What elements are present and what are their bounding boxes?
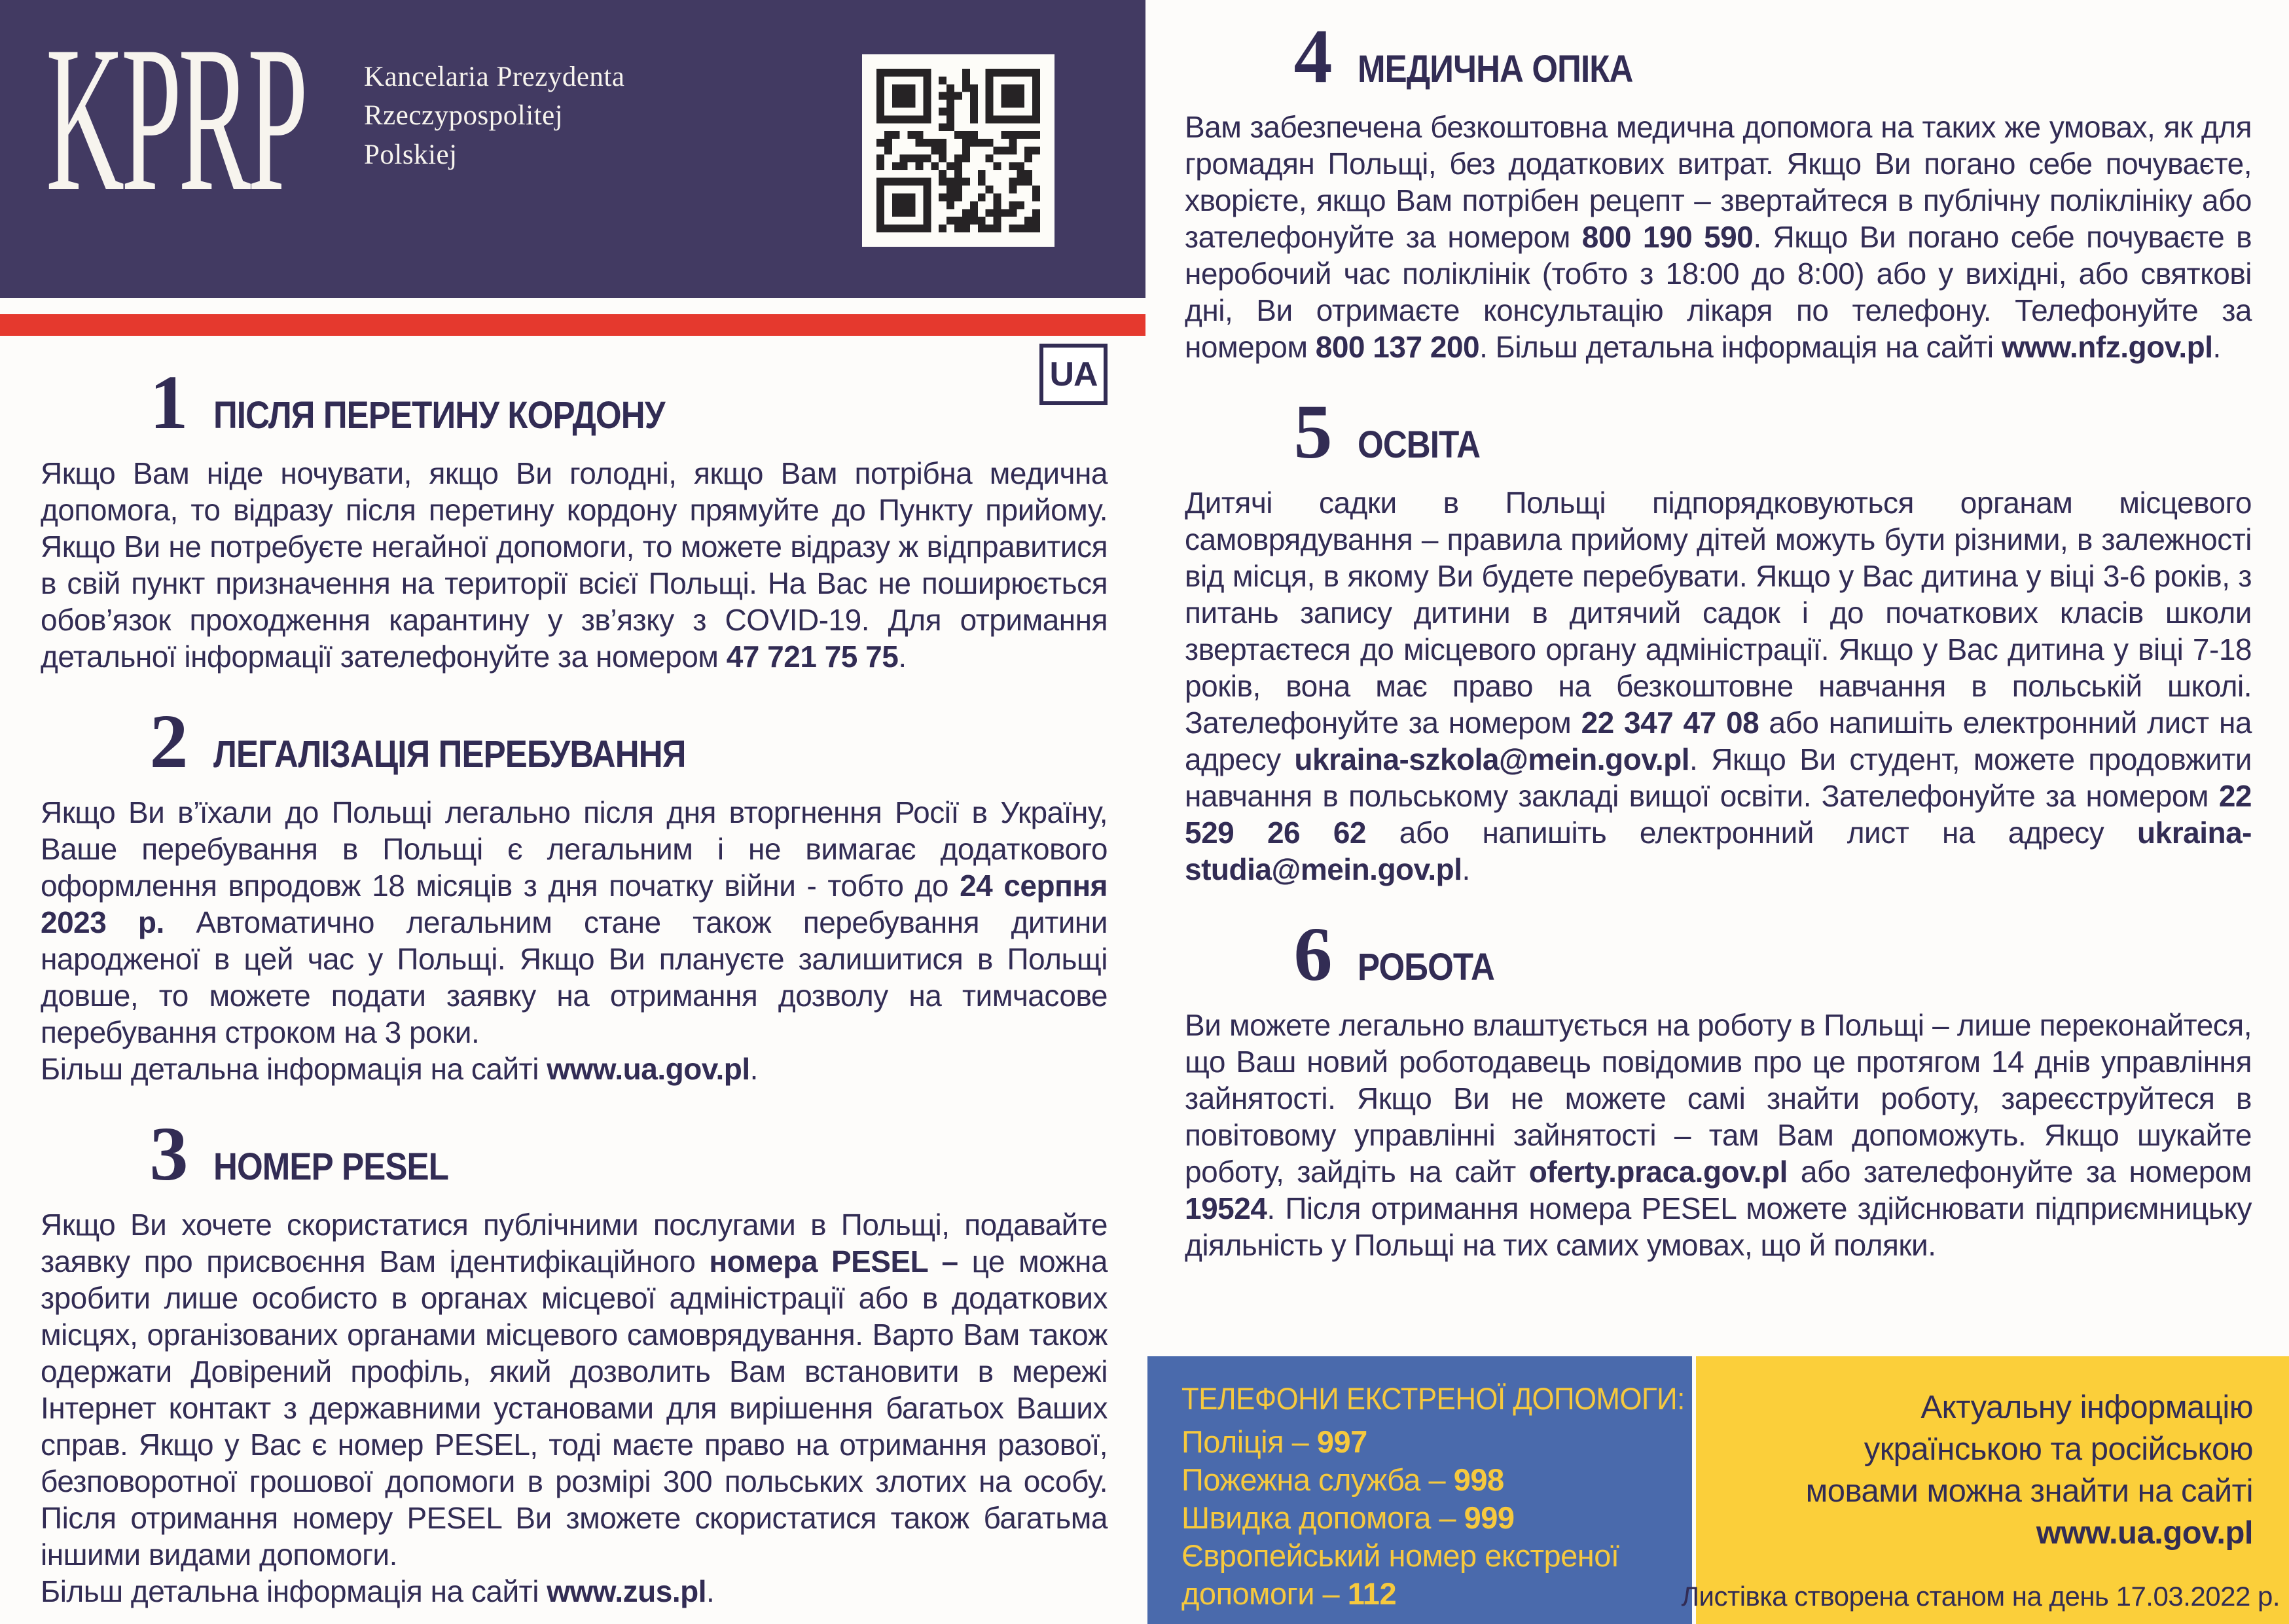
emergency-number: 999 (1464, 1500, 1515, 1535)
footnote: Листівка створена станом на день 17.03.2022 р. (1681, 1581, 2280, 1612)
emergency-item-police (1181, 1423, 1674, 1461)
section-education (1185, 389, 2252, 888)
section-paragraph: Вам забезпечена безкоштовна медична допомога на таких же умовах, як для громадян Польщі, без додаткових витрат. Якщо Ви погано себе почуваєте, хворієте, якщо Вам потрібен рецепт – звертайтеся в публічну поліклініку або зателефонуйте за номером 800 190 590. Якщо Ви погано себе почуваєте в неробочий час поліклінік (тобто з 18:00 до 8:00) або у вихідні, або святкові дні, Ви отримаєте консультацію лікаря по телефону. Телефонуйте за номером 800 137 200. Більш детальна інформація на сайті www.nfz.gov.pl. (1185, 110, 2252, 365)
section-4-header (1185, 13, 2252, 99)
section-pesel (41, 1111, 1108, 1610)
section-title: ОСВІТА (1358, 424, 1481, 467)
header-band (0, 0, 1145, 298)
section-3-header (41, 1111, 1108, 1197)
section-title: МЕДИЧНА ОПІКА (1358, 48, 1633, 90)
info-site-url: www.ua.gov.pl (2036, 1515, 2253, 1551)
org-line: Rzeczypospolitej (364, 100, 564, 132)
section-work (1185, 911, 2252, 1263)
bottom-boxes (1147, 1356, 2289, 1624)
ua-language-badge (1039, 344, 1108, 405)
section-number: 4 (1293, 13, 1333, 99)
ua-badge-label: UA (1049, 355, 1098, 393)
emergency-item-european (1181, 1537, 1674, 1613)
section-legalization (41, 698, 1108, 1087)
org-line: Kancelaria Prezydenta (364, 62, 625, 92)
section-title: НОМЕР PESEL (213, 1146, 449, 1189)
section-1-header (41, 355, 1108, 445)
section-5-header (1185, 389, 2252, 475)
emergency-label: Європейський номер екстреної допомоги – (1181, 1538, 1619, 1611)
section-more-info-line: Більш детальна інформація на сайті www.zus.pl. (41, 1574, 715, 1609)
emergency-number: 112 (1347, 1576, 1397, 1611)
org-name (364, 58, 624, 174)
info-box (1681, 1356, 2289, 1624)
white-stripe (0, 298, 1145, 314)
red-stripe (0, 314, 1145, 336)
section-number: 6 (1293, 911, 1333, 998)
info-line: українською та російською (1864, 1432, 2253, 1467)
kprp-logo: KPRP (46, 3, 305, 235)
qr-code (862, 54, 1054, 247)
section-border-crossing (41, 355, 1108, 675)
emergency-item-fire (1181, 1461, 1674, 1499)
section-paragraph: Дитячі садки в Польщі підпорядковуються органам місцевого самоврядування – правила прийому дітей можуть бути різними, в залежності від місця, в якому Ви будете перебувати. Якщо у Вас дитина у віці 3-6 років, з питань запису дитини в дитячий садок і до початкових класів школи звертаєтеся до місцевого органу адміністрації. Якщо у Вас дитина у віці 7-18 років, вона має право на безкоштовне навчання в польській школі. Зателефонуйте за номером 22 347 47 08 або напишіть електронний лист на адресу ukraina-szkola@mein.gov.pl. Якщо Ви студент, можете продовжити навчання в польському закладі вищої освіти. Зателефонуйте за номером 22 529 26 62 або напишіть електронний лист на адресу ukraina-studia@mein.gov.pl. (1185, 486, 2252, 887)
emergency-phones-box (1147, 1356, 1692, 1624)
info-line: мовами можна знайти на сайті (1805, 1473, 2253, 1509)
info-lines (1722, 1386, 2253, 1554)
section-medical-care (1185, 13, 2252, 365)
section-title: ПІСЛЯ ПЕРЕТИНУ КОРДОНУ (213, 394, 665, 437)
info-line: Актуальну інформацію (1920, 1390, 2253, 1425)
emergency-title: ТЕЛЕФОНИ ЕКСТРЕНОЇ ДОПОМОГИ: (1181, 1381, 1685, 1416)
emergency-item-ambulance (1181, 1499, 1674, 1537)
section-title: ЛЕГАЛІЗАЦІЯ ПЕРЕБУВАННЯ (213, 733, 686, 776)
section-6-header (1185, 911, 2252, 998)
section-paragraph: Якщо Вам ніде ночувати, якщо Ви голодні, якщо Вам потрібна медична допомога, то відразу після перетину кордону прямуйте до Пункту прийому. Якщо Ви не потребуєте негайної допомоги, то можете відразу ж відправитися в свій пункт призначення на території всієї Польщі. На Вас не поширюється обов’язок проходження карантину у зв’язку з COVID-19. Для отримання детальної інформації зателефонуйте за номером 47 721 75 75. (41, 456, 1108, 674)
section-number: 2 (149, 698, 189, 785)
section-2-header (41, 698, 1108, 785)
section-paragraph: Якщо Ви в’їхали до Польщі легально після дня вторгнення Росії в Україну, Ваше перебування в Польщі є легальним і не вимагає додаткового оформлення впродовж 18 місяців з дня початку війни - тобто до 24 серпня 2023 р. Автоматично легальним стане також перебування дитини народженої в цей час у Польщі. Якщо Ви плануєте залишитися в Польщі довше, то можете подати заявку на отримання дозволу на тимчасове перебування строком на 3 роки. (41, 795, 1108, 1050)
section-number: 5 (1293, 389, 1333, 475)
emergency-label: Пожежна служба – (1181, 1462, 1446, 1497)
emergency-label: Поліція – (1181, 1424, 1309, 1459)
section-paragraph: Ви можете легально влаштується на роботу в Польщі – лише переконайтеся, що Ваш новий роботодавець повідомив про це протягом 14 днів управління зайнятості. Якщо Ви не можете самі знайти роботу, зареєструйтеся в повітовому управлінні зайнятості – там Вам допоможуть. Якщо шукайте роботу, зайдіть на сайт oferty.praca.gov.pl або зателефонуйте за номером 19524. Після отримання номера PESEL можете здійснювати підприємницьку діяльність у Польщі на тих самих умовах, що й поляки. (1185, 1008, 2252, 1263)
section-number: 3 (149, 1111, 189, 1197)
section-title: РОБОТА (1358, 946, 1494, 989)
section-number: 1 (149, 359, 189, 445)
left-content (0, 355, 1145, 1610)
right-content (1145, 13, 2289, 1263)
org-line: Polskiej (364, 139, 458, 170)
section-more-info-line: Більш детальна інформація на сайті www.ua.gov.pl. (41, 1052, 758, 1087)
emergency-number: 998 (1453, 1462, 1504, 1497)
section-paragraph: Якщо Ви хочете скористатися публічними послугами в Польщі, подавайте заявку про присвоєння Вам ідентифікаційного номера PESEL – це можна зробити лише особисто в органах місцевої адміністрації або в додаткових місцях, організованих органами місцевого самоврядування. Варто Вам також одержати Довірений профіль, який дозволить Вам встановити в мережі Інтернет контакт з державними установами для вирішення багатьох Ваших справ. Якщо у Вас є номер PESEL, тоді маєте право на отримання разової, безповоротної грошової допомоги в розмірі 300 польських злотих на особу. Після отримання номеру PESEL Ви зможете скористатися також багатьма іншими видами допомоги. (41, 1208, 1108, 1572)
emergency-label: Швидка допомога – (1181, 1500, 1456, 1535)
emergency-number: 997 (1316, 1424, 1367, 1459)
